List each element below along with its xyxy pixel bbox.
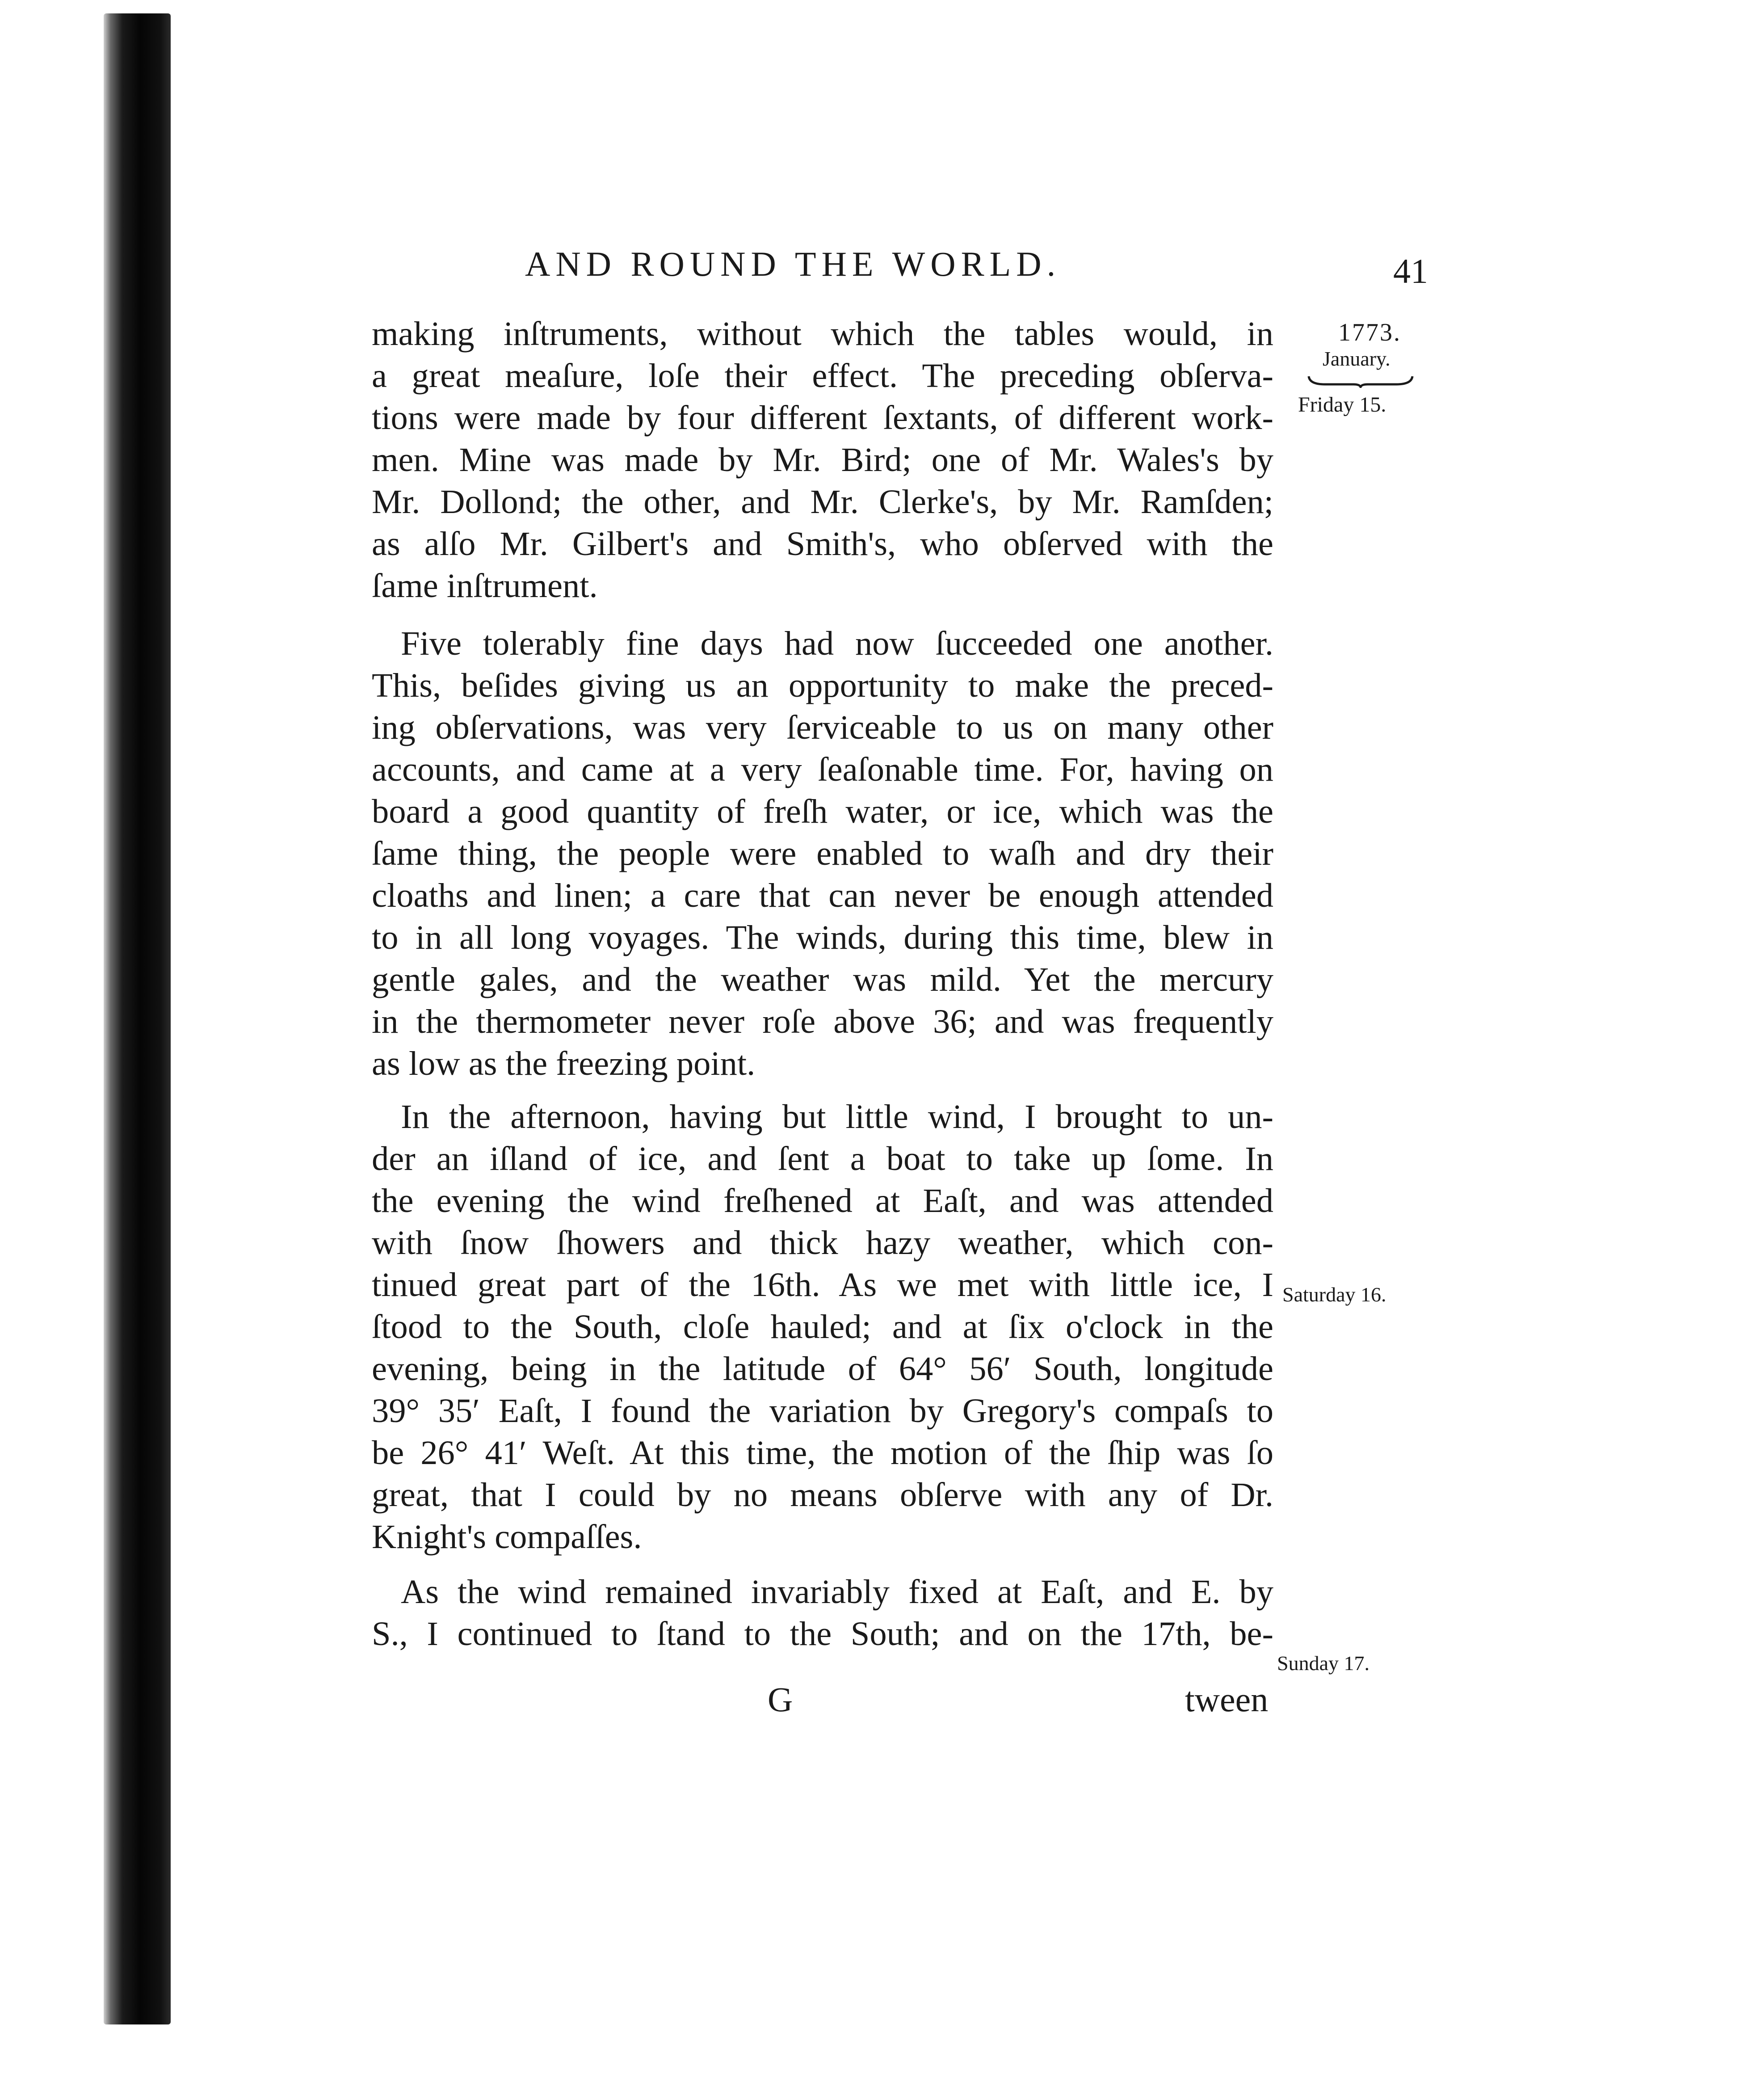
text-line: evening, being in the latitude of 64° 56′ South, longitude: [372, 1350, 1273, 1388]
signature-mark: G: [768, 1680, 793, 1719]
paragraph-2: [372, 623, 1273, 1085]
text-line: tions were made by four different ſextants, of different work-: [372, 399, 1273, 437]
text-line: S., I continued to ſtand to the South; and on the 17th, be-: [372, 1615, 1273, 1653]
text-line: men. Mine was made by Mr. Bird; one of Mr. Wales's by: [372, 441, 1273, 479]
text-line: gentle gales, and the weather was mild. Yet the mercury: [372, 960, 1273, 998]
text-line: tinued great part of the 16th. As we met with little ice, I: [372, 1266, 1273, 1304]
book-spine-shadow: [104, 13, 171, 2024]
paragraph-3: [372, 1096, 1273, 1558]
margin-date-saturday: Saturday 16.: [1282, 1283, 1386, 1306]
margin-month: January.: [1323, 347, 1391, 370]
text-line: great, that I could by no means obſerve with any of Dr.: [372, 1476, 1273, 1514]
paragraph-4: [372, 1571, 1273, 1655]
text-line: 39° 35′ Eaſt, I found the variation by Gregory's compaſs to: [372, 1392, 1273, 1430]
text-line: As the wind remained invariably fixed at Eaſt, and E. by: [401, 1573, 1273, 1611]
text-line: making inſtruments, without which the tables would, in: [372, 315, 1273, 353]
text-line: This, beſides giving us an opportunity to make the preced-: [372, 666, 1273, 704]
text-line: the evening the wind freſhened at Eaſt, and was attended: [372, 1182, 1273, 1220]
text-line: board a good quantity of freſh water, or ice, which was the: [372, 792, 1273, 830]
paragraph-1: [372, 313, 1273, 607]
text-line: a great meaſure, loſe their effect. The preceding obſerva-: [372, 357, 1273, 395]
margin-year: 1773.: [1338, 319, 1401, 346]
margin-brace: [1307, 375, 1414, 388]
text-line: Knight's compaſſes.: [372, 1518, 642, 1556]
page-number: 41: [1393, 252, 1428, 290]
text-line: be 26° 41′ Weſt. At this time, the motion of the ſhip was ſo: [372, 1434, 1273, 1472]
text-line: to in all long voyages. The winds, during this time, blew in: [372, 918, 1273, 956]
text-line: ſame inſtrument.: [372, 567, 598, 605]
text-line: as low as the freezing point.: [372, 1044, 756, 1082]
margin-date-sunday: Sunday 17.: [1277, 1652, 1370, 1675]
text-line: ſtood to the South, cloſe hauled; and at ſix o'clock in the: [372, 1308, 1273, 1346]
text-line: cloaths and linen; a care that can never be enough attended: [372, 876, 1273, 914]
running-title: AND ROUND THE WORLD.: [525, 244, 1061, 283]
text-line: In the afternoon, having but little wind, I brought to un-: [401, 1098, 1273, 1136]
margin-date-friday: Friday 15.: [1298, 393, 1386, 417]
text-line: Five tolerably fine days had now ſucceeded one another.: [401, 624, 1273, 662]
text-line: in the thermometer never roſe above 36; and was frequently: [372, 1002, 1273, 1040]
text-line: ing obſervations, was very ſerviceable to us on many other: [372, 708, 1273, 746]
catchword: tween: [1185, 1680, 1269, 1719]
text-line: with ſnow ſhowers and thick hazy weather, which con-: [372, 1224, 1273, 1262]
text-line: der an iſland of ice, and ſent a boat to take up ſome. In: [372, 1140, 1273, 1178]
text-line: Mr. Dollond; the other, and Mr. Clerke's, by Mr. Ramſden;: [372, 483, 1273, 521]
text-line: ſame thing, the people were enabled to waſh and dry their: [372, 834, 1273, 872]
text-line: accounts, and came at a very ſeaſonable time. For, having on: [372, 750, 1273, 788]
text-line: as alſo Mr. Gilbert's and Smith's, who obſerved with the: [372, 525, 1273, 563]
